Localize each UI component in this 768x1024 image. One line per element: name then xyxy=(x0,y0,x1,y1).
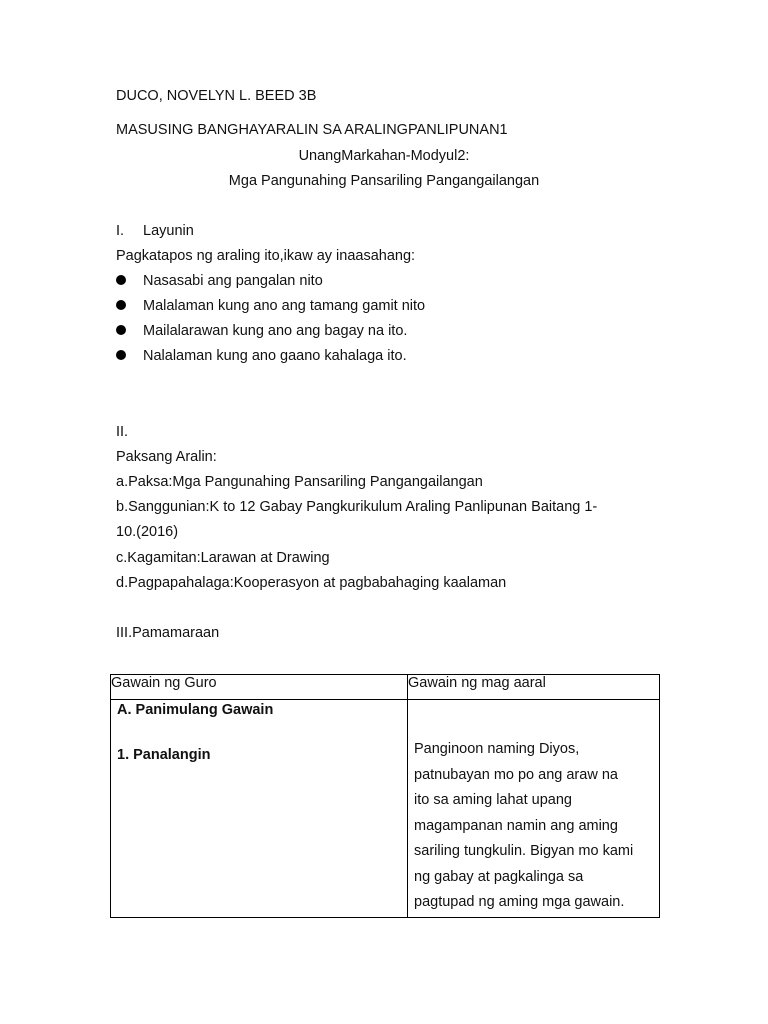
student-column-header: Gawain ng mag aaral xyxy=(408,675,660,700)
sanggunian-line: b.Sanggunian:K to 12 Gabay Pangkurikulum Araling Panlipunan Baitang 1- xyxy=(116,499,598,515)
section3-heading: III.Pamamaraan xyxy=(116,625,220,641)
document-subtitle-topic: Mga Pangunahing Pansariling Pangangailangan xyxy=(228,173,540,189)
author-line: DUCO, NOVELYN L. BEED 3B xyxy=(116,88,317,104)
teacher-column-header: Gawain ng Guro xyxy=(111,675,408,700)
table-header-row xyxy=(111,675,660,700)
bullet-dot-icon xyxy=(116,300,126,310)
objective-text: Mailalarawan kung ano ang bagay na ito. xyxy=(143,323,408,339)
prayer-line: ng gabay at pagkalinga sa xyxy=(414,868,584,885)
bullet-dot-icon xyxy=(116,325,126,335)
objective-text: Malalaman kung ano ang tamang gamit nito xyxy=(143,298,426,314)
table-row xyxy=(111,700,660,918)
bullet-dot-icon xyxy=(116,275,126,285)
prayer-line: patnubayan mo po ang araw na xyxy=(414,766,618,783)
objective-text: Nalalaman kung ano gaano kahalaga ito. xyxy=(143,348,407,364)
section2-heading: Paksang Aralin: xyxy=(116,449,217,465)
section1-title: Layunin xyxy=(143,223,194,239)
student-activity-cell xyxy=(408,700,660,918)
bullet-dot-icon xyxy=(116,350,126,360)
prayer-text xyxy=(414,737,633,916)
activity-section-title: A. Panimulang Gawain xyxy=(117,702,274,718)
prayer-line: Panginoon naming Diyos, xyxy=(414,741,580,757)
objective-bullet xyxy=(116,271,323,291)
kagamitan-line: c.Kagamitan:Larawan at Drawing xyxy=(116,550,330,566)
document-subtitle-module: UnangMarkahan-Modyul2: xyxy=(298,148,470,164)
prayer-line: sariling tungkulin. Bigyan mo kami xyxy=(414,843,634,859)
objective-bullet xyxy=(116,296,425,316)
section1-intro: Pagkatapos ng araling ito,ikaw ay inaasahang: xyxy=(116,248,416,264)
section1-number: I. xyxy=(116,223,125,239)
sanggunian-line-cont: 10.(2016) xyxy=(116,524,179,540)
objective-text: Nasasabi ang pangalan nito xyxy=(143,273,323,289)
teacher-activity-cell xyxy=(111,700,408,918)
objective-bullet xyxy=(116,346,407,366)
pagpapahalaga-line: d.Pagpapahalaga:Kooperasyon at pagbabahaging kaalaman xyxy=(116,575,507,591)
paksa-line: a.Paksa:Mga Pangunahing Pansariling Pangangailangan xyxy=(116,474,483,490)
prayer-line: pagtupad ng aming mga gawain. xyxy=(414,894,625,910)
document-title: MASUSING BANGHAYARALIN SA ARALINGPANLIPUNAN1 xyxy=(116,122,508,138)
section1-heading xyxy=(116,221,194,241)
objective-bullet xyxy=(116,321,407,341)
prayer-line: magampanan namin ang aming xyxy=(414,817,618,834)
section2-number: II. xyxy=(116,424,129,440)
activity-item-title: 1. Panalangin xyxy=(117,747,211,763)
procedure-table xyxy=(110,674,660,918)
prayer-line: ito sa aming lahat upang xyxy=(414,792,572,808)
